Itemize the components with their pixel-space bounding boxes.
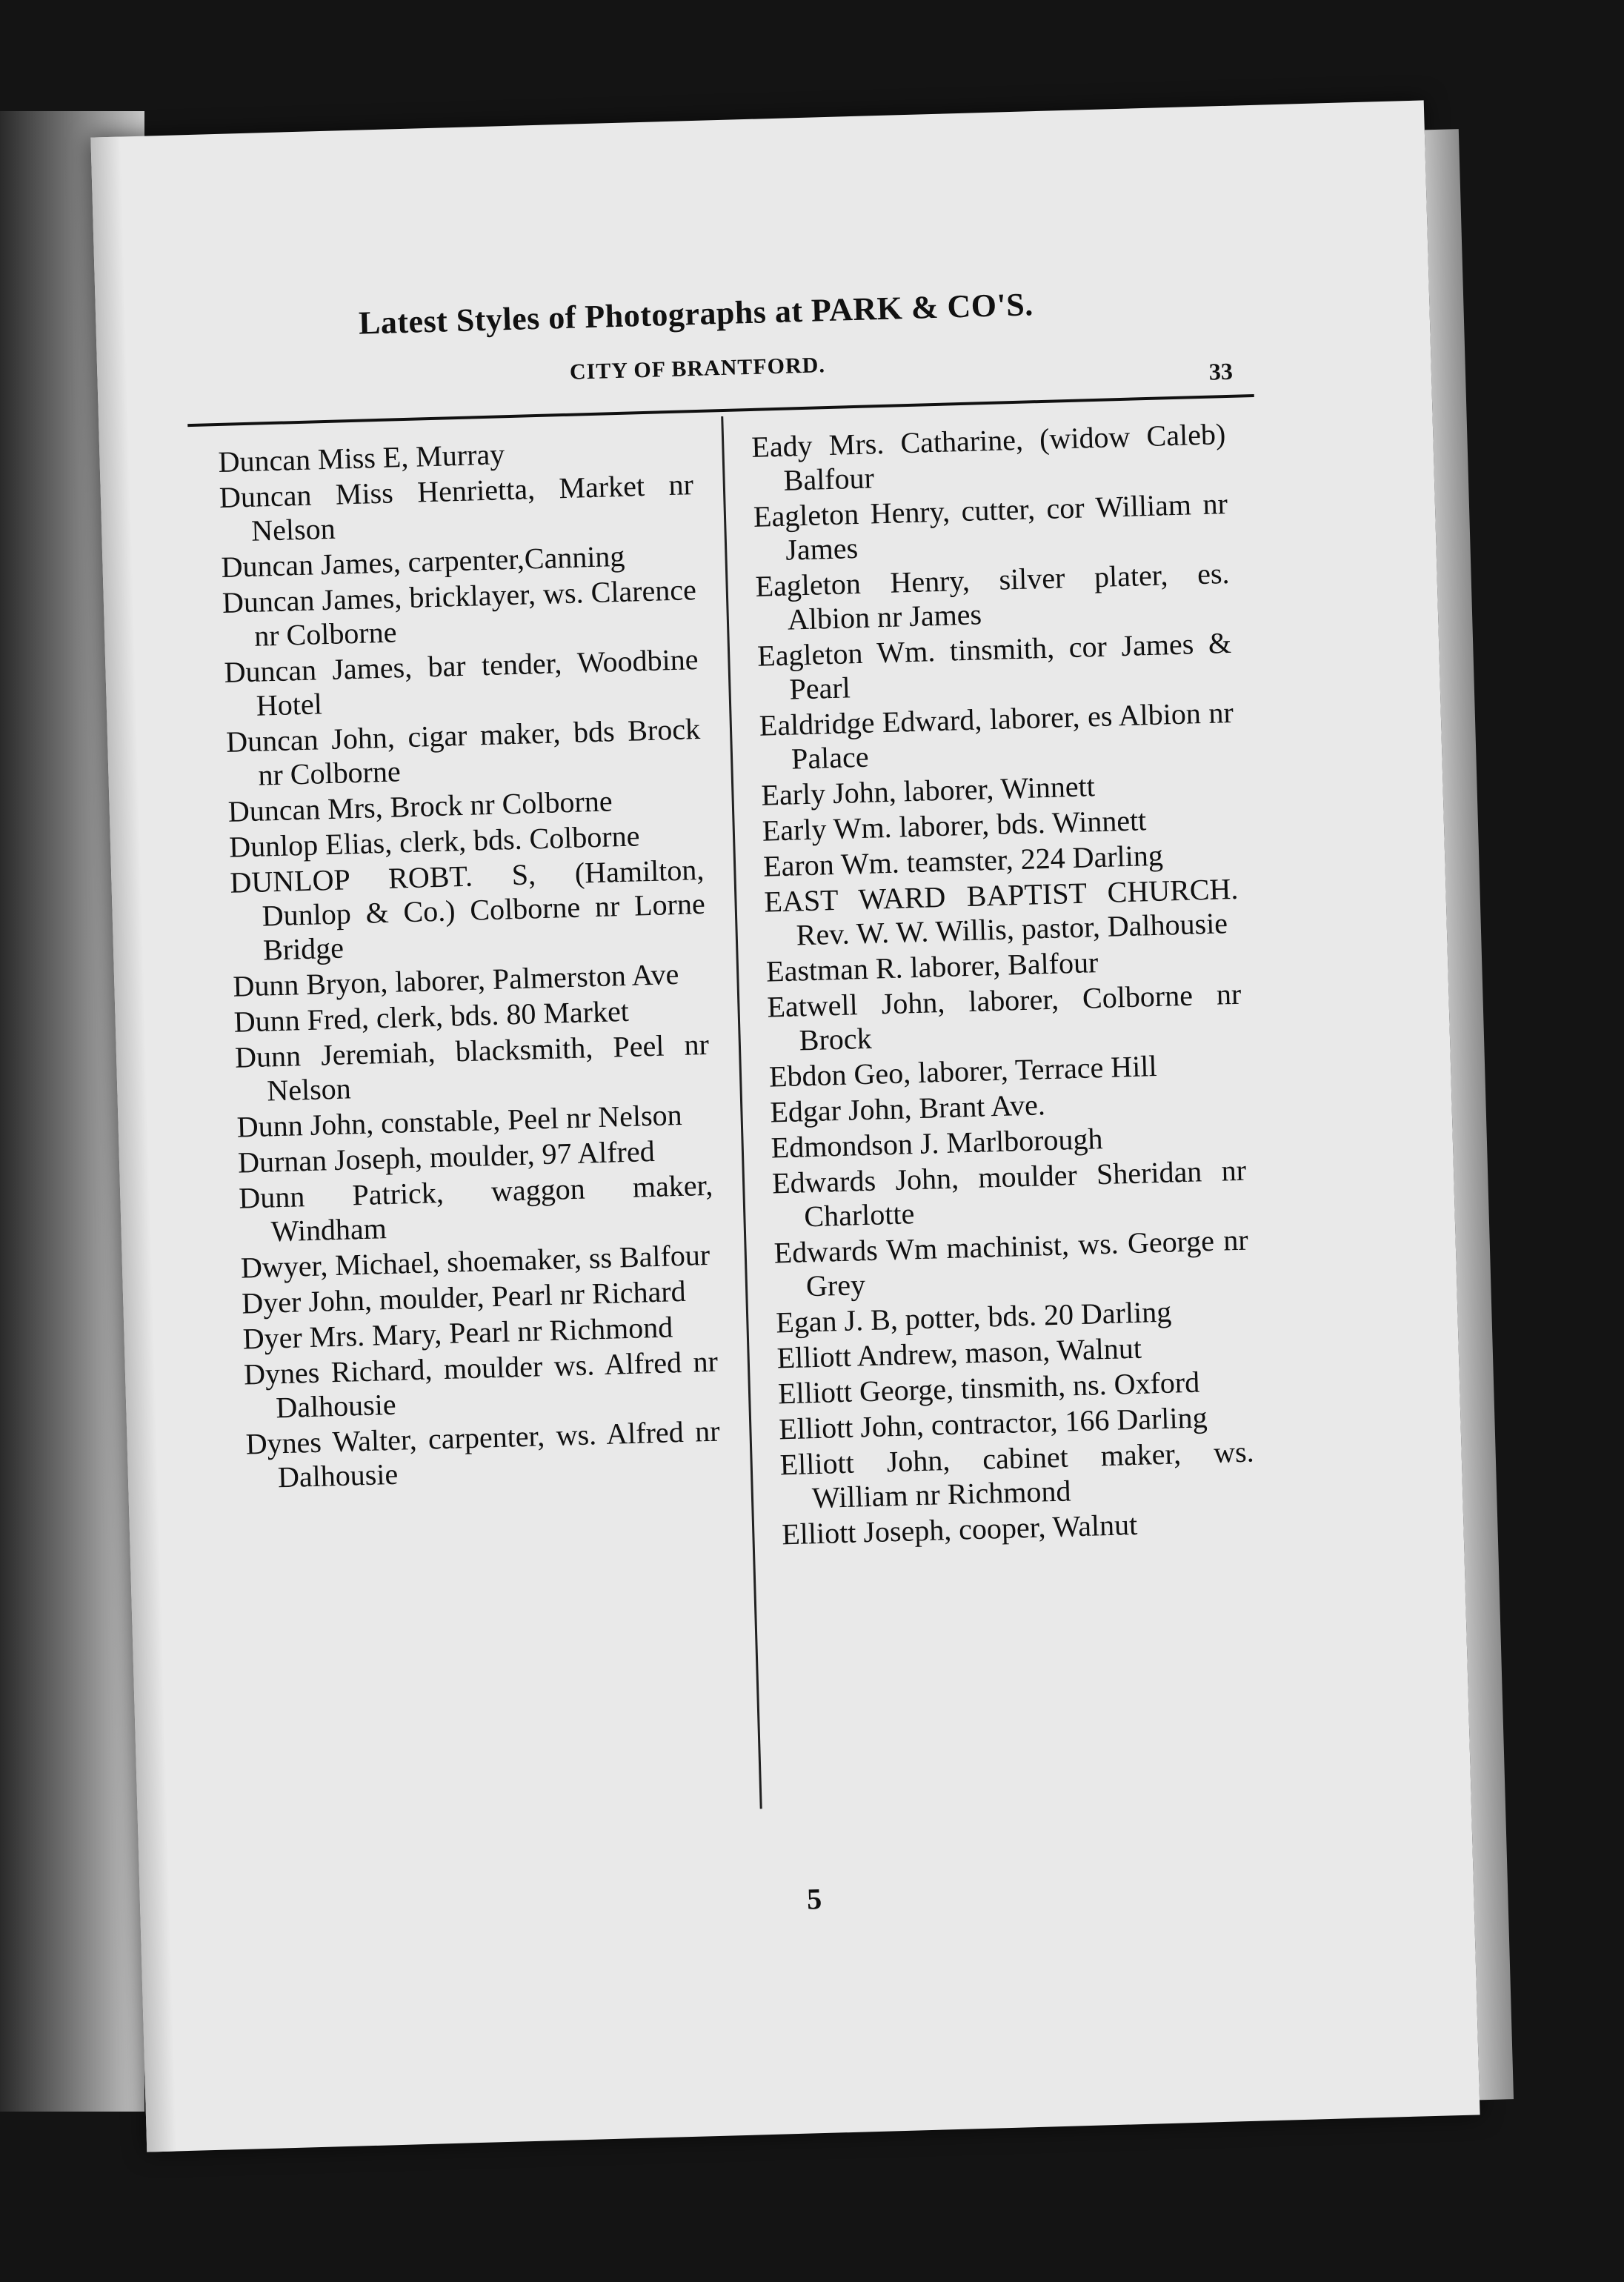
directory-entry: Duncan James, bar tender, Woodbine Hotel [223,642,699,722]
directory-entry: Duncan James, carpenter,Canning [221,539,625,584]
directory-entry: Dynes Walter, carpenter, ws. Alfred nr Dalhousie [245,1414,721,1494]
directory-entry: Eagleton Henry, silver plater, es. Albion nr James [755,556,1231,636]
directory-entry: Eastman R. laborer, Balfour [765,945,1099,988]
directory-entry: Duncan Miss E, Murray [218,437,505,479]
directory-entry: Earon Wm. teamster, 224 Darling [762,838,1164,883]
directory-entry: Early John, laborer, Winnett [760,769,1096,812]
directory-entry: Dwyer, Michael, shoemaker, ss Balfour [240,1237,710,1285]
directory-entry: Durnan Joseph, moulder, 97 Alfred [237,1134,656,1180]
directory-entry: EAST WARD BAPTIST CHURCH. Rev. W. W. Willis, pastor, Dalhousie [763,871,1239,952]
page-stack-edge [1425,129,1514,2100]
signature-mark: 5 [806,1882,822,1916]
directory-entry: Eagleton Wm. tinsmith, cor James & Pearl [756,625,1232,706]
left-column [218,432,721,1497]
directory-entry: Duncan Mrs, Brock nr Colborne [227,784,613,828]
directory-entry: DUNLOP ROBT. S, (Hamilton, Dunlop & Co.) Colborne nr Lorne Bridge [229,852,706,967]
directory-entry: Ebdon Geo, laborer, Terrace Hill [768,1048,1158,1094]
directory-entry: Early Wm. laborer, bds. Winnett [762,803,1147,848]
directory-entry: Dunn Jeremiah, blacksmith, Peel nr Nelson [234,1027,710,1108]
page-header-title: Latest Styles of Photographs at PARK & CO'S. [358,286,1034,342]
directory-entry: Duncan John, cigar maker, bds Brock nr Colborne [225,712,701,792]
directory-entry: Elliott Andrew, mason, Walnut [776,1331,1142,1375]
page-header-subtitle: CITY OF BRANTFORD. [569,353,826,385]
directory-entry: Elliott George, tinsmith, ns. Oxford [777,1365,1200,1411]
directory-entry: Elliott John, cabinet maker, ws. William nr Richmond [779,1434,1255,1515]
directory-entry: Eady Mrs. Catharine, (widow Caleb) Balfour [751,417,1226,497]
page-number: 33 [1208,357,1234,385]
directory-entry: Duncan James, bricklayer, ws. Clarence nr Colborne [222,573,697,653]
directory-entry: Dynes Richard, moulder ws. Alfred nr Dalhousie [243,1344,719,1425]
directory-entry: Dunlop Elias, clerk, bds. Colborne [228,819,640,864]
directory-entry: Dunn Bryon, laborer, Palmerston Ave [232,957,679,1003]
directory-entry: Dunn John, constable, Peel nr Nelson [236,1097,683,1144]
directory-entry: Edmondson J. Marlborough [771,1122,1104,1165]
directory-entry: Edgar John, Brant Ave. [769,1088,1046,1129]
directory-page [90,100,1480,2152]
directory-entry: Ealdridge Edward, laborer, es Albion nr Palace [759,695,1234,776]
directory-entry: Elliott Joseph, cooper, Walnut [781,1507,1138,1551]
directory-entry: Dunn Patrick, waggon maker, Windham [238,1168,713,1248]
directory-entry: Dyer John, moulder, Pearl nr Richard [241,1274,687,1320]
directory-entry: Eatwell John, laborer, Colborne nr Brock [766,977,1242,1057]
directory-entry: Elliott John, contractor, 166 Darling [778,1400,1208,1446]
directory-entry: Duncan Miss Henrietta, Market nr Nelson [219,468,694,548]
directory-entry: Egan J. B, potter, bds. 20 Darling [775,1294,1172,1340]
directory-entry: Dyer Mrs. Mary, Pearl nr Richmond [242,1310,673,1356]
directory-entry: Dunn Fred, clerk, bds. 80 Market [233,994,630,1039]
directory-entry: Eagleton Henry, cutter, cor William nr James [753,487,1228,567]
directory-entry: Edwards Wm machinist, ws. George nr Grey [773,1222,1249,1303]
directory-entry: Edwards John, moulder Sheridan nr Charlotte [771,1153,1247,1234]
right-column [751,417,1257,1553]
